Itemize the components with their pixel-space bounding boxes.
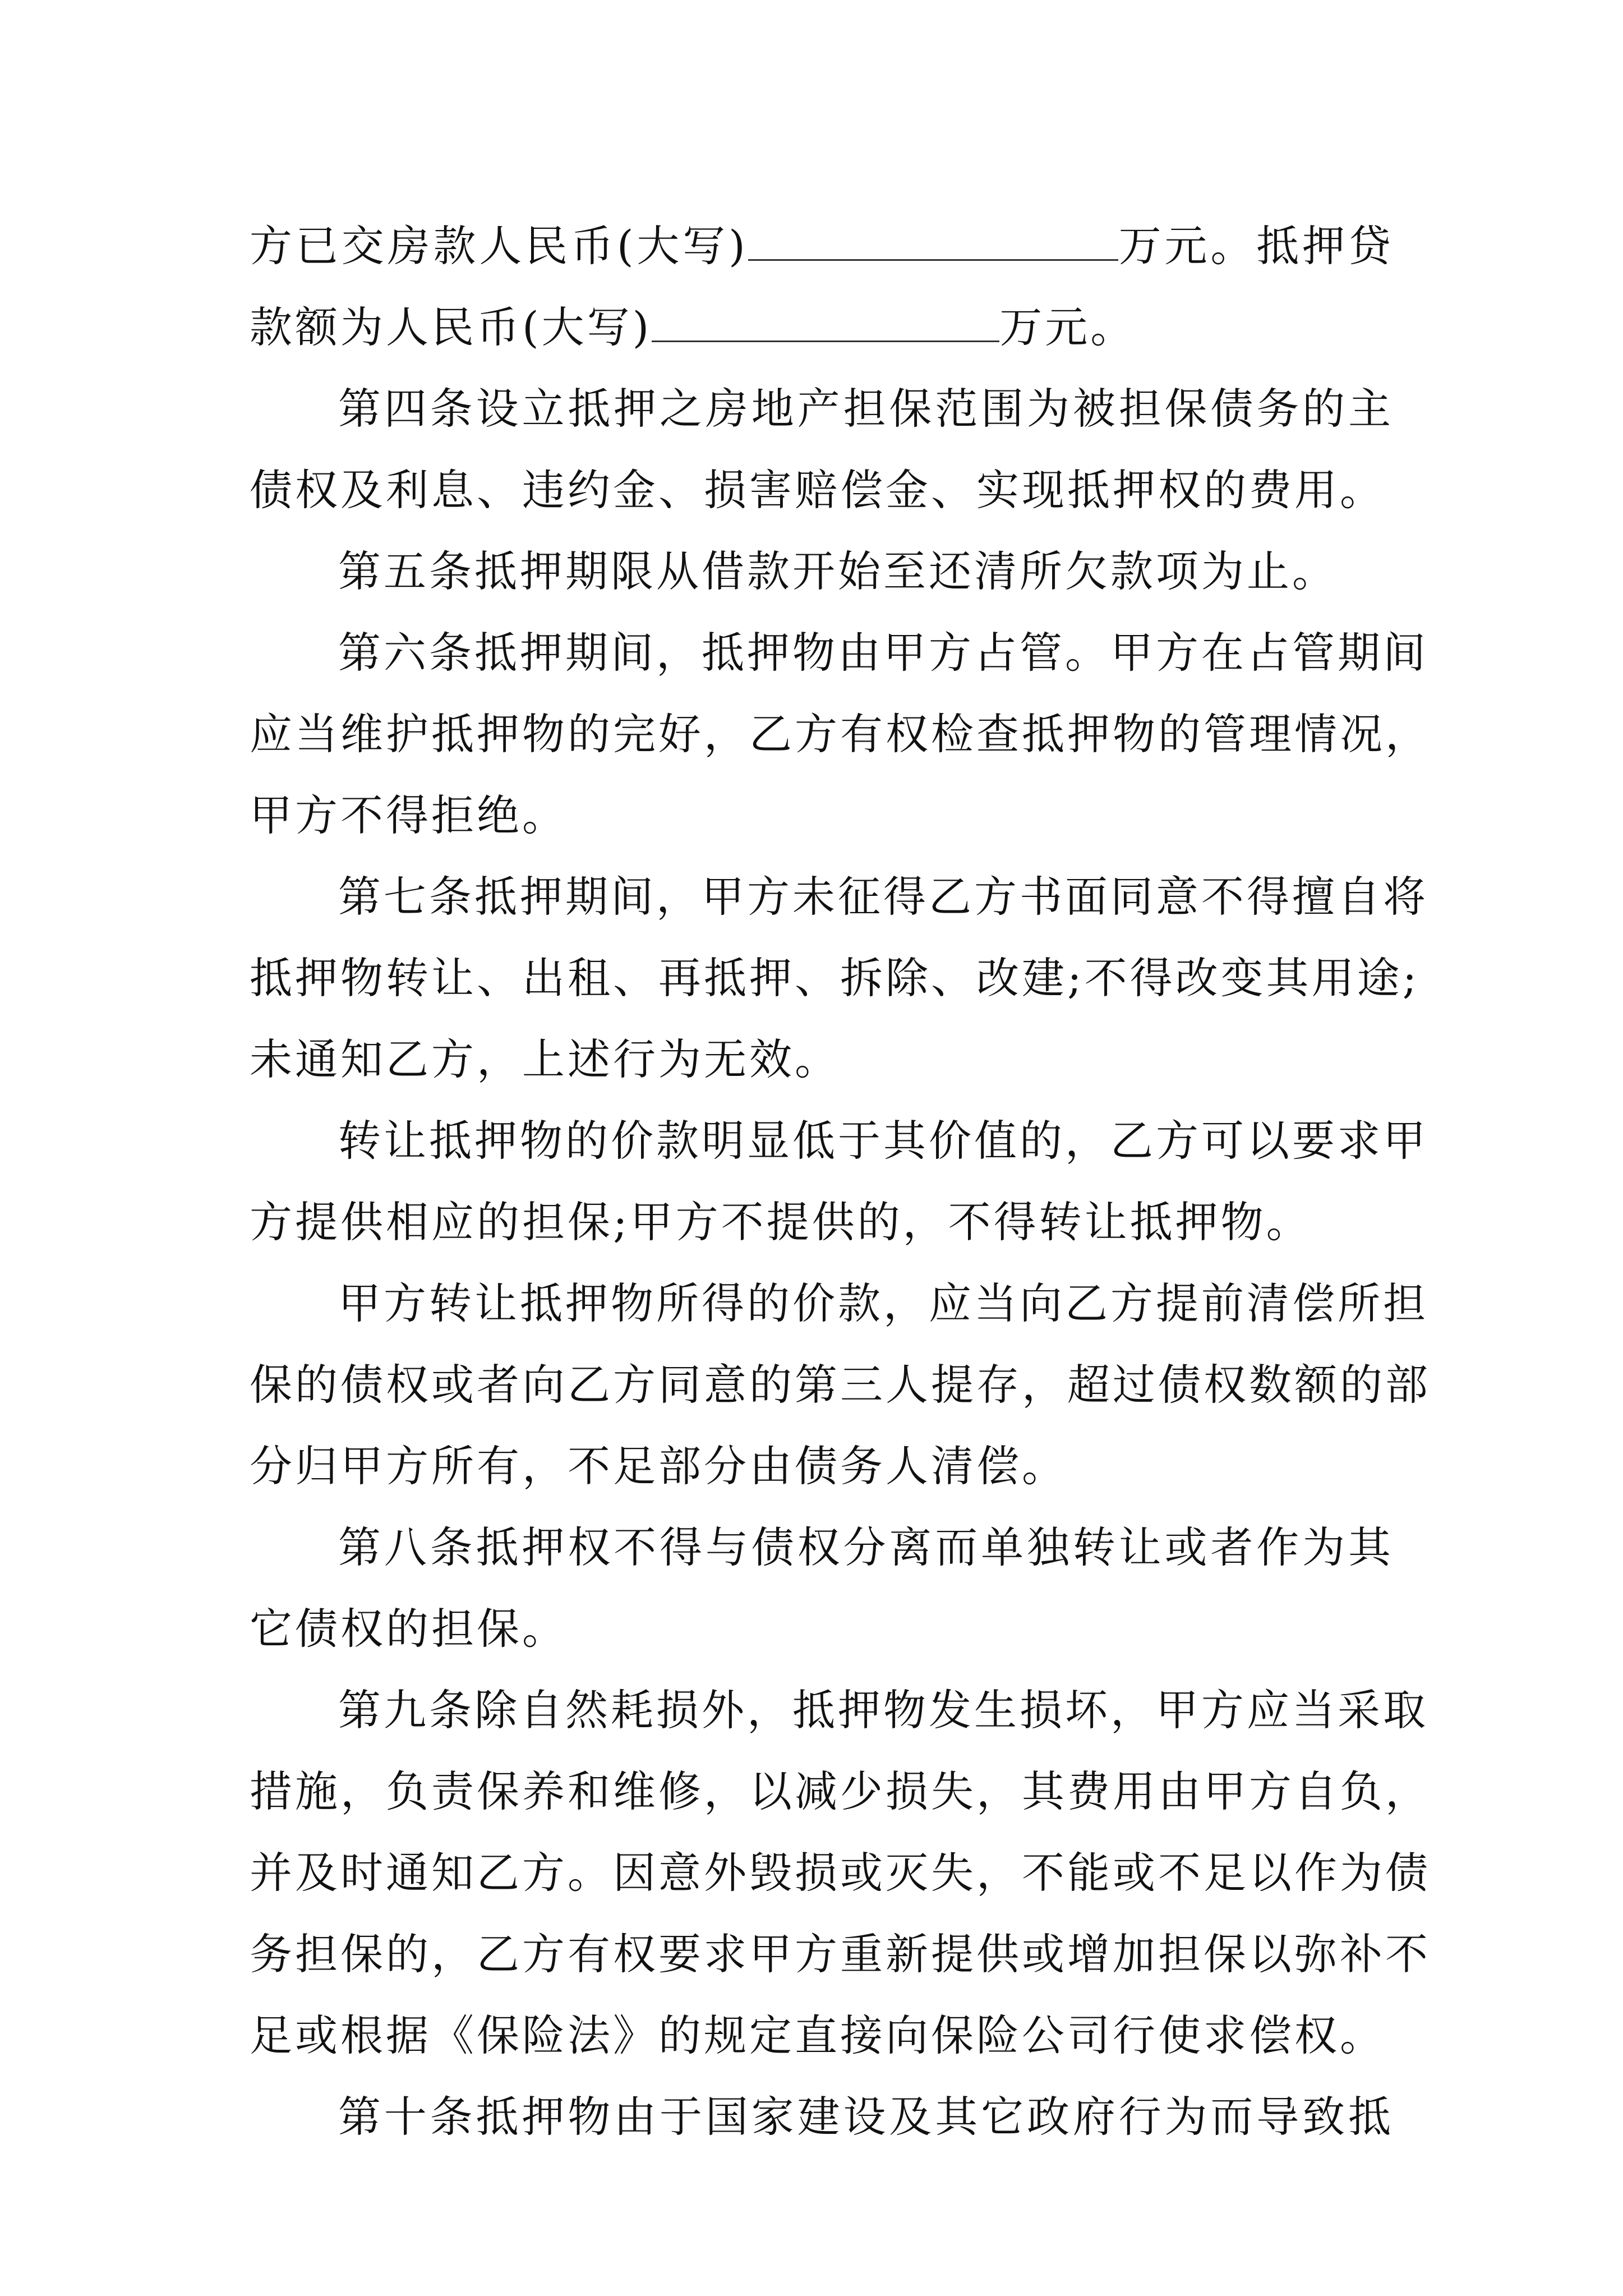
text-line: 应当维护抵押物的完好，乙方有权检查抵押物的管理情况， [250, 709, 1431, 759]
text-segment: 万元。 [999, 302, 1136, 352]
text-line: 并及时通知乙方。因意外毁损或灭失，不能或不足以作为债 [250, 1848, 1431, 1898]
text-line: 债权及利息、违约金、损害赔偿金、实现抵押权的费用。 [250, 465, 1385, 515]
text-line: 第五条抵押期限从借款开始至还清所欠款项为止。 [338, 546, 1338, 596]
document-page [250, 205, 1431, 2157]
text-line: 保的债权或者向乙方同意的第三人提存，超过债权数额的部 [250, 1360, 1431, 1410]
text-line [250, 205, 1394, 287]
text-line: 第六条抵押期间，抵押物由甲方占管。甲方在占管期间 [338, 628, 1428, 678]
text-line [250, 287, 1394, 368]
text-line: 抵押物转让、出租、再抵押、拆除、改建;不得改变其用途; [250, 953, 1420, 1003]
text-line: 未通知乙方，上述行为无效。 [250, 1034, 840, 1084]
text-line: 它债权的担保。 [250, 1604, 568, 1654]
text-line: 足或根据《保险法》的规定直接向保险公司行使求偿权。 [250, 2010, 1385, 2060]
text-segment: 方已交房款人民币(大写) [250, 221, 748, 271]
text-line: 甲方不得拒绝。 [250, 790, 568, 840]
text-segment: 万元。抵押贷 [1118, 221, 1394, 271]
fill-in-blank [748, 223, 1118, 261]
fill-in-blank [652, 305, 999, 342]
text-line: 分归甲方所有，不足部分由债务人清偿。 [250, 1441, 1067, 1491]
text-line: 第八条抵押权不得与债权分离而单独转让或者作为其 [338, 1522, 1394, 1572]
text-line: 第四条设立抵押之房地产担保范围为被担保债务的主 [338, 384, 1394, 434]
text-line: 第九条除自然耗损外，抵押物发生损坏，甲方应当采取 [338, 1685, 1428, 1735]
text-line: 甲方转让抵押物所得的价款，应当向乙方提前清偿所担 [338, 1278, 1428, 1328]
text-line: 第十条抵押物由于国家建设及其它政府行为而导致抵 [338, 2092, 1394, 2142]
text-line: 方提供相应的担保;甲方不提供的，不得转让抵押物。 [250, 1197, 1312, 1247]
text-line: 第七条抵押期间，甲方未征得乙方书面同意不得擅自将 [338, 872, 1428, 922]
text-line: 务担保的，乙方有权要求甲方重新提供或增加担保以弥补不 [250, 1929, 1431, 1979]
text-segment: 款额为人民币(大写) [250, 302, 652, 352]
text-line: 措施，负责保养和维修，以减少损失，其费用由甲方自负， [250, 1766, 1431, 1816]
text-line: 转让抵押物的价款明显低于其价值的，乙方可以要求甲 [338, 1116, 1428, 1166]
